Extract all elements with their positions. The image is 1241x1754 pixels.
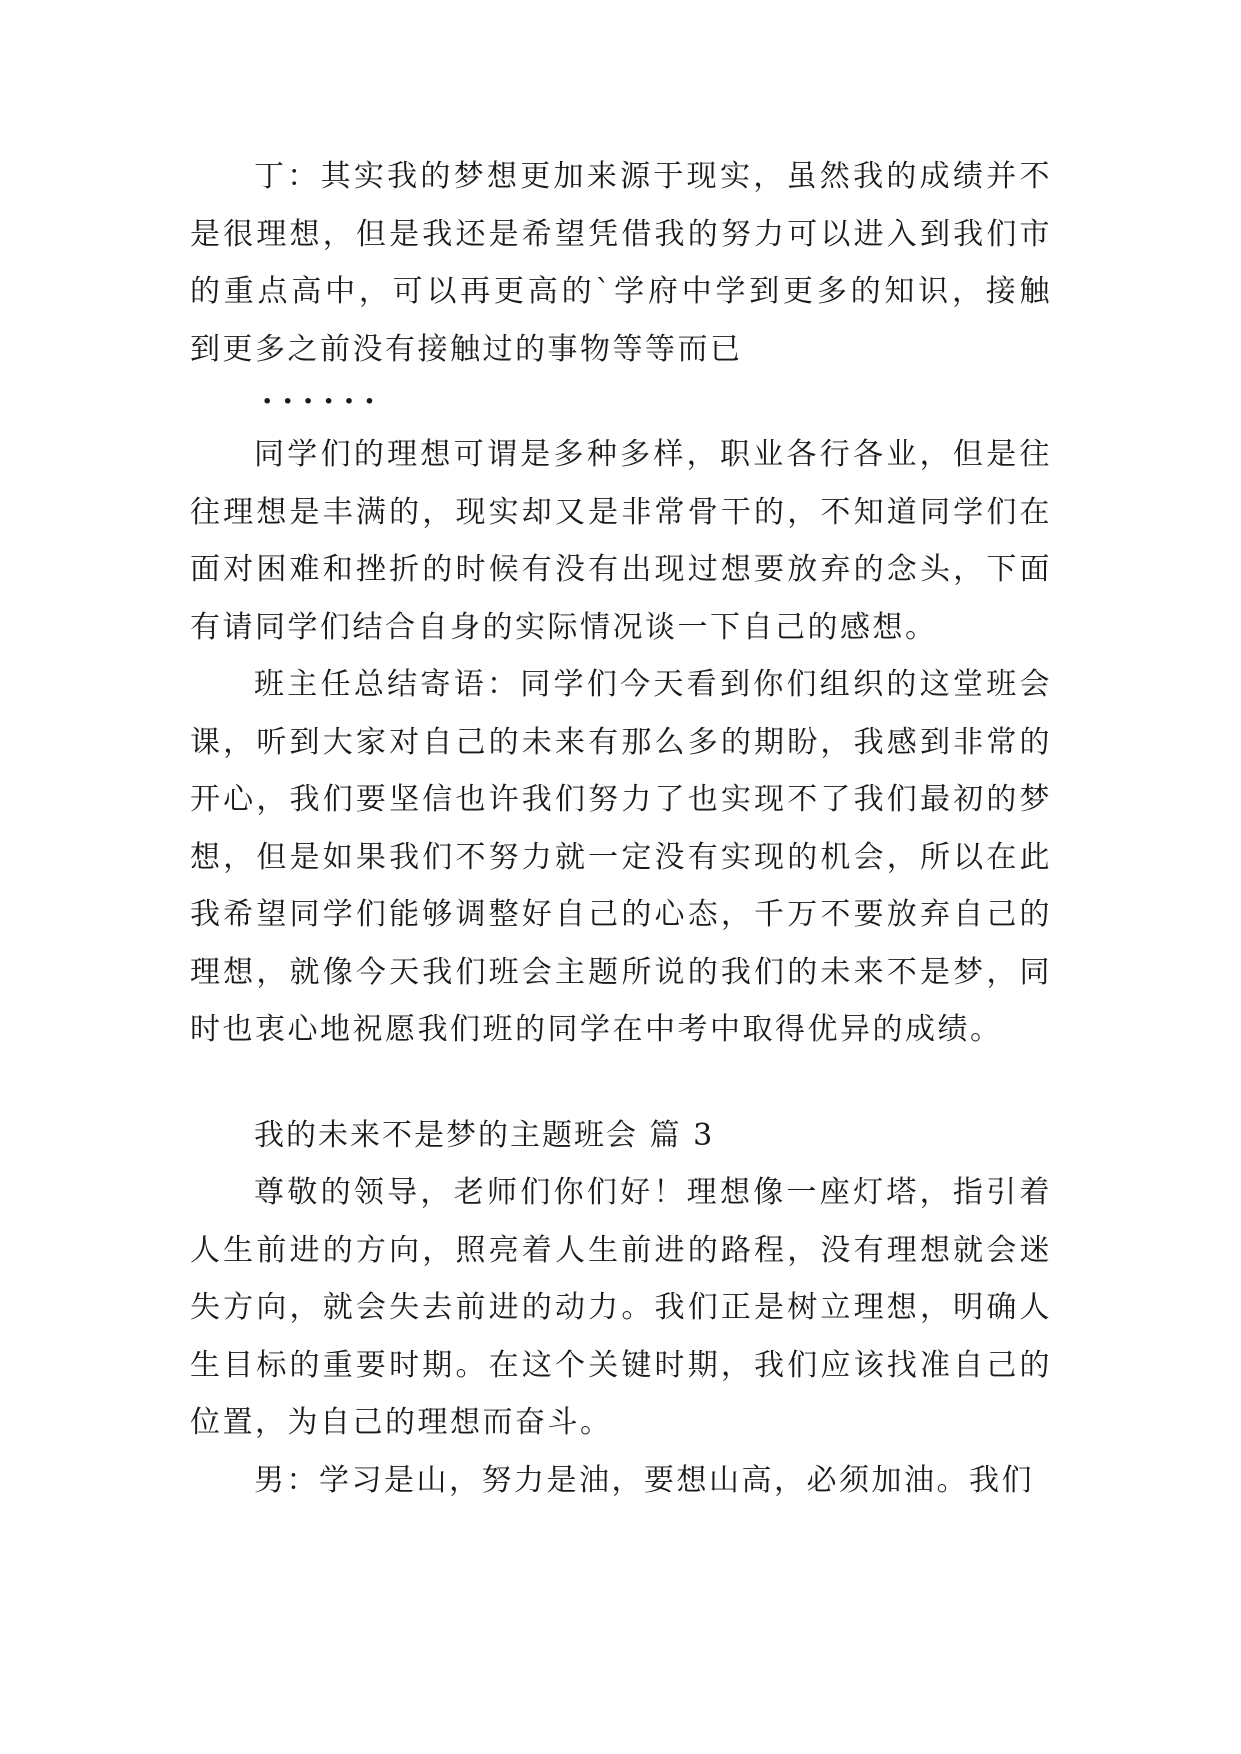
paragraph-opening-greeting: 尊敬的领导，老师们你们好！理想像一座灯塔，指引着人生前进的方向，照亮着人生前进的路程，没有理想就会迷失方向，就会失去前进的动力。我们正是树立理想，明确人生目标的重要时期。在这个关键时期，我们应该找准自己的位置，为自己的理想而奋斗。 (190, 1175, 1052, 1440)
section-gap (190, 1059, 1052, 1107)
paragraph-teacher-summary: 班主任总结寄语：同学们今天看到你们组织的这堂班会课，听到大家对自己的未来有那么多的期盼，我感到非常的开心，我们要坚信也许我们努力了也实现不了我们最初的梦想，但是如果我们不努力就一定没有实现的机会，所以在此我希望同学们能够调整好自己的心态，千万不要放弃自己的理想，就像今天我们班会主题所说的我们的未来不是梦，同时也衷心地祝愿我们班的同学在中考中取得优异的成绩。 (190, 667, 1052, 1047)
ellipsis-separator: ······ (262, 384, 385, 419)
document-body (190, 148, 1052, 1509)
paragraph-ding-dream: 丁：其实我的梦想更加来源于现实，虽然我的成绩并不是很理想，但是我还是希望凭借我的努力可以进入到我们市的重点高中，可以再更高的`学府中学到更多的知识，接触到更多之前没有接触过的事物等等而已 (190, 159, 1052, 367)
paragraph-male-host: 男：学习是山，努力是油，要想山高，必须加油。我们 (254, 1462, 1034, 1498)
section-heading: 我的未来不是梦的主题班会 篇 3 (254, 1117, 715, 1153)
paragraph-classmates-ideals: 同学们的理想可谓是多种多样，职业各行各业，但是往往理想是丰满的，现实却又是非常骨干的，不知道同学们在面对困难和挫折的时候有没有出现过想要放弃的念头，下面有请同学们结合自身的实际情况谈一下自己的感想。 (190, 437, 1052, 645)
